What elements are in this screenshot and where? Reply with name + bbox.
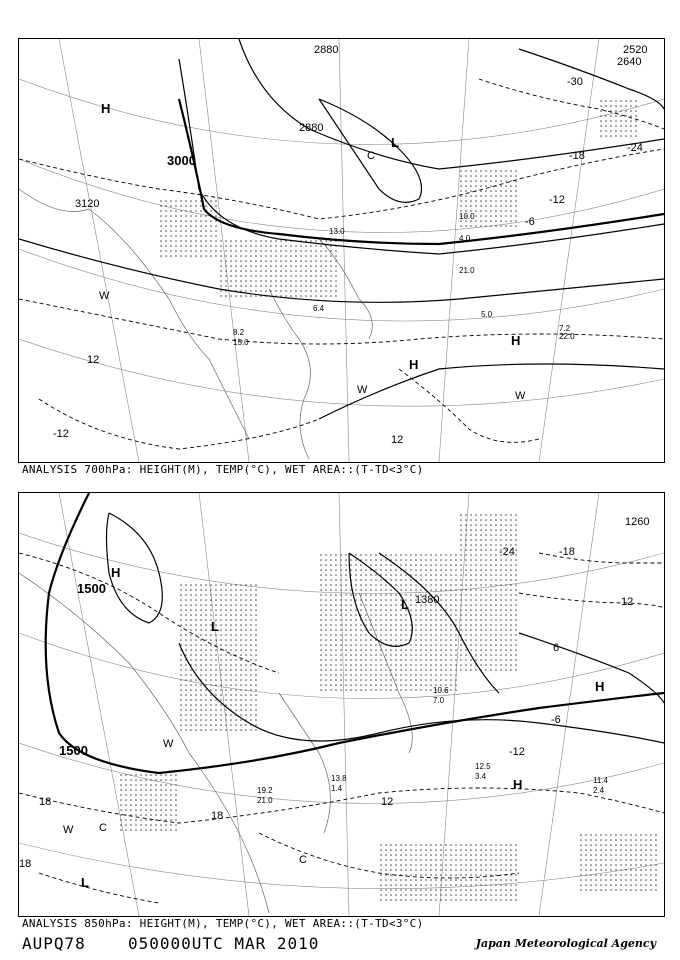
height-label: 1380 bbox=[415, 594, 440, 606]
temp-label: -12 bbox=[53, 428, 69, 440]
height-label: 2880 bbox=[314, 44, 339, 56]
obs-value: 2.4 bbox=[593, 786, 605, 795]
agency-name: Japan Meteorological Agency bbox=[475, 937, 656, 950]
temp-label: 18 bbox=[19, 858, 32, 870]
obs-value: 22.0 bbox=[559, 332, 575, 341]
pressure-center: C bbox=[367, 150, 375, 162]
pressure-center: W bbox=[515, 390, 526, 402]
obs-value: 10.6 bbox=[433, 686, 449, 695]
obs-value: 13.8 bbox=[331, 774, 347, 783]
temp-label: -18 bbox=[569, 150, 585, 162]
temp-label: -24 bbox=[627, 142, 643, 154]
pressure-center: H bbox=[595, 679, 605, 694]
height-label: 2640 bbox=[617, 56, 642, 68]
pressure-center: H bbox=[111, 565, 121, 580]
map-panel-850hpa bbox=[18, 492, 665, 917]
temp-label: -12 bbox=[509, 746, 525, 758]
height-label: 1500 bbox=[59, 743, 88, 758]
map-850hpa-canvas bbox=[19, 493, 664, 916]
temp-label: 12 bbox=[87, 354, 100, 366]
obs-value: 13.0 bbox=[329, 227, 345, 236]
height-label: 1260 bbox=[625, 516, 650, 528]
wet-area-stipple bbox=[119, 513, 659, 903]
obs-value: 21.0 bbox=[257, 796, 273, 805]
analysis-time: 050000UTC MAR 2010 bbox=[128, 934, 320, 953]
map-panel-700hpa bbox=[18, 38, 665, 463]
pressure-center: C bbox=[99, 822, 107, 834]
pressure-center: W bbox=[163, 738, 174, 750]
obs-value: 8.2 bbox=[233, 328, 245, 337]
temp-label: 12 bbox=[381, 796, 394, 808]
pressure-center: L bbox=[81, 875, 89, 890]
pressure-center: C bbox=[299, 854, 307, 866]
obs-value: 7.2 bbox=[559, 324, 571, 333]
temp-label: 12 bbox=[621, 596, 634, 608]
caption-700hpa: ANALYSIS 700hPa: HEIGHT(M), TEMP(°C), WET AREA::(T-TD<3°C) bbox=[22, 463, 424, 476]
obs-value: 21.0 bbox=[459, 266, 475, 275]
graticule bbox=[19, 39, 664, 462]
obs-value: 19.2 bbox=[257, 786, 273, 795]
obs-value: 3.4 bbox=[475, 772, 487, 781]
wet-area-stipple bbox=[159, 99, 639, 299]
main-height-contour bbox=[179, 99, 664, 244]
pressure-center: L bbox=[401, 597, 409, 612]
height-label: 2520 bbox=[623, 44, 648, 56]
obs-value: 1.4 bbox=[331, 784, 343, 793]
height-label: 2880 bbox=[299, 122, 324, 134]
temp-label: -6 bbox=[525, 216, 535, 228]
temp-label: -24 bbox=[499, 546, 515, 558]
obs-value: 15.0 bbox=[233, 338, 249, 347]
temp-label: 12 bbox=[391, 434, 404, 446]
obs-value: 7.0 bbox=[433, 696, 445, 705]
temp-label: -6 bbox=[551, 714, 561, 726]
obs-value: 10.0 bbox=[459, 212, 475, 221]
pressure-center: H bbox=[511, 333, 521, 348]
height-label: 1500 bbox=[77, 581, 106, 596]
obs-value: 11.4 bbox=[593, 776, 608, 785]
temp-label: -12 bbox=[549, 194, 565, 206]
temp-label: 18 bbox=[211, 810, 224, 822]
pressure-center: W bbox=[357, 384, 368, 396]
pressure-center: H bbox=[409, 357, 419, 372]
pressure-center: L bbox=[391, 135, 399, 150]
obs-value: 5.0 bbox=[481, 310, 493, 319]
obs-value: 4.0 bbox=[459, 234, 471, 243]
pressure-center: W bbox=[63, 824, 74, 836]
chart-code: AUPQ78 bbox=[22, 934, 86, 953]
temp-label: -18 bbox=[559, 546, 575, 558]
temp-label: 6 bbox=[553, 642, 560, 654]
pressure-center: H bbox=[101, 101, 111, 116]
temp-label: -30 bbox=[567, 76, 583, 88]
map-700hpa-canvas bbox=[19, 39, 664, 462]
obs-value: 6.4 bbox=[313, 304, 325, 313]
height-label: 3120 bbox=[75, 198, 100, 210]
pressure-center: W bbox=[99, 290, 110, 302]
obs-value: 12.5 bbox=[475, 762, 491, 771]
temp-label: 18 bbox=[39, 796, 52, 808]
height-label: 3000 bbox=[167, 153, 196, 168]
pressure-center: H bbox=[513, 777, 523, 792]
caption-850hpa: ANALYSIS 850hPa: HEIGHT(M), TEMP(°C), WET AREA::(T-TD<3°C) bbox=[22, 917, 424, 930]
pressure-center: L bbox=[211, 619, 219, 634]
